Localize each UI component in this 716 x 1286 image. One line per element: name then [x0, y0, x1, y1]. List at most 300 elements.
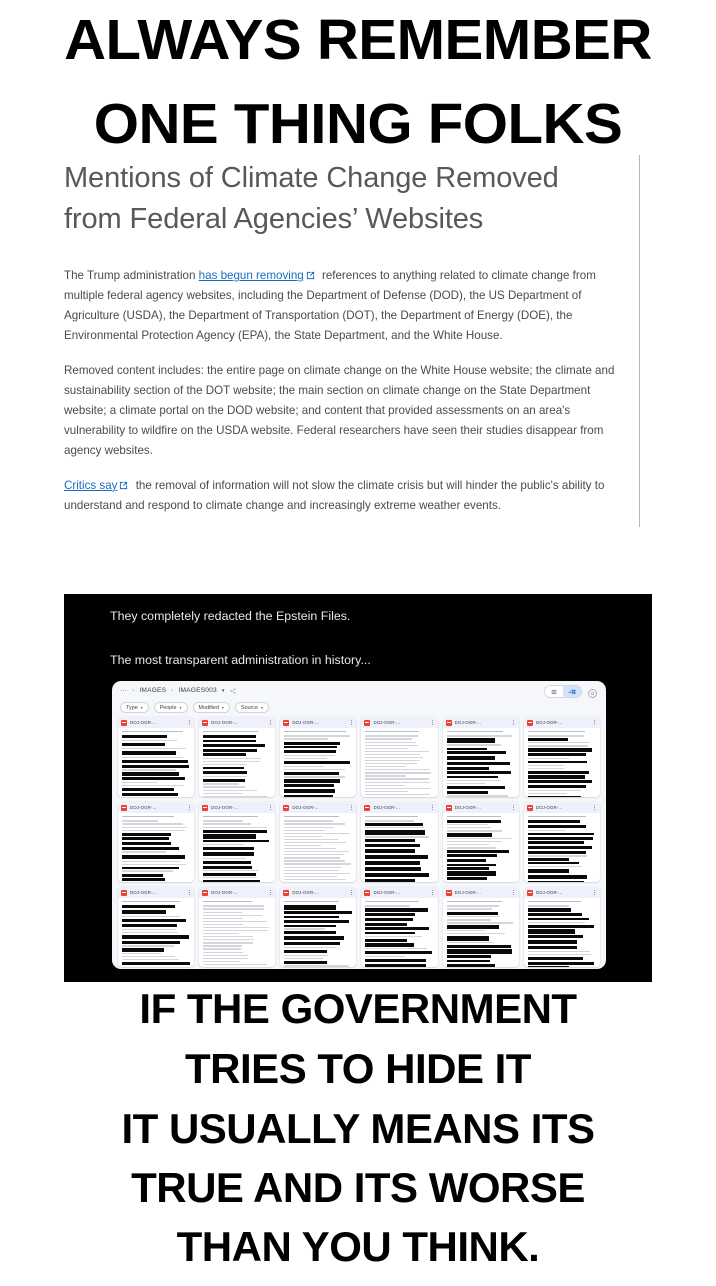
text-line [447, 841, 503, 842]
redaction-bar [365, 918, 413, 921]
document-file-name: DOJ-OGR-... [454, 890, 482, 895]
redaction-bar [528, 753, 586, 756]
redaction-bar [284, 761, 350, 764]
paragraph-3-text-after: the removal of information will not slow the climate crisis but will hinder the public's ability to understand and respond to climate change and increasingly extreme weather events. [64, 478, 605, 512]
text-line [447, 780, 501, 781]
text-line [203, 786, 244, 787]
redaction-bar [122, 777, 185, 780]
document-card[interactable] [361, 717, 437, 797]
file-grid [118, 717, 600, 967]
more-options-icon[interactable] [512, 719, 516, 727]
external-link-icon [306, 271, 315, 280]
document-file-name: DOJ-OGR-... [130, 805, 157, 810]
list-view-icon[interactable] [545, 686, 563, 697]
text-line [203, 964, 267, 965]
document-card-header [118, 802, 194, 813]
text-line [447, 933, 506, 934]
chevron-down-icon: ▾ [179, 705, 182, 710]
redaction-bar [122, 935, 189, 939]
text-line [447, 922, 513, 923]
breadcrumb-item-images003[interactable]: IMAGES003 [178, 687, 217, 694]
text-line [203, 912, 241, 913]
document-card[interactable] [443, 887, 519, 967]
breadcrumb-overflow[interactable]: ··· [120, 687, 128, 694]
more-options-icon[interactable] [593, 804, 597, 812]
text-line [365, 791, 407, 792]
external-link-icon [119, 481, 128, 490]
redaction-bar [528, 929, 576, 933]
pdf-file-icon [446, 890, 452, 896]
redaction-bar [447, 964, 495, 967]
redaction-bar [122, 919, 186, 922]
chevron-down-icon[interactable]: ▾ [221, 687, 225, 694]
text-line [284, 879, 346, 880]
text-line [203, 958, 248, 959]
redaction-bar [122, 924, 177, 927]
more-options-icon[interactable] [349, 719, 353, 727]
document-card-header [443, 802, 519, 813]
pdf-file-icon [202, 720, 208, 726]
document-card[interactable] [361, 802, 437, 882]
more-options-icon[interactable] [268, 804, 272, 812]
text-line [365, 766, 406, 767]
redaction-bar [203, 735, 256, 738]
redaction-bar [528, 881, 584, 882]
view-toggle-segmented-control[interactable] [544, 685, 582, 698]
document-card-header [524, 802, 600, 813]
text-line [203, 905, 263, 906]
pdf-file-icon [121, 805, 127, 811]
redaction-bar [203, 866, 252, 869]
text-line [365, 956, 404, 957]
redaction-bar [284, 784, 334, 787]
bottom-caption-line-2: TRIES TO HIDE IT [185, 1045, 531, 1092]
more-options-icon[interactable] [349, 804, 353, 812]
document-file-name: DOJ-OGR-... [130, 720, 157, 725]
redaction-bar [528, 966, 569, 967]
text-line [284, 867, 342, 868]
text-line [122, 870, 173, 871]
document-card-header [361, 717, 437, 728]
text-line [528, 922, 585, 923]
redaction-bar [284, 905, 335, 909]
text-line [203, 761, 260, 762]
text-line [284, 769, 344, 770]
redaction-bar [122, 855, 185, 859]
pdf-file-icon [121, 890, 127, 896]
top-caption-line-1: ALWAYS REMEMBER [64, 8, 652, 72]
filter-chip-modified-label: Modified [198, 704, 219, 711]
pdf-file-icon [364, 720, 370, 726]
document-card-header [524, 717, 600, 728]
redaction-bar [365, 959, 425, 962]
more-options-icon[interactable] [431, 719, 435, 727]
chevron-down-icon: ▾ [261, 705, 264, 710]
text-line [447, 919, 492, 920]
redaction-bar [365, 823, 423, 825]
text-line [365, 772, 430, 773]
text-line [203, 936, 253, 937]
redaction-bar [447, 748, 487, 750]
document-card-header [443, 717, 519, 728]
text-line [284, 833, 350, 834]
text-line [447, 905, 499, 906]
redaction-bar [122, 878, 165, 881]
redaction-bar [203, 847, 254, 850]
embedded-screenshot-panel [64, 594, 652, 982]
redaction-bar [365, 867, 420, 871]
text-line [122, 929, 176, 930]
redaction-bar [365, 943, 413, 946]
redaction-bar [284, 931, 335, 934]
redaction-bar [447, 912, 498, 915]
document-card-header [118, 887, 194, 898]
redaction-bar [284, 789, 334, 793]
pdf-file-icon [202, 805, 208, 811]
document-thumbnail [443, 813, 519, 882]
document-card-header [361, 887, 437, 898]
text-line [122, 827, 187, 828]
text-line [447, 942, 494, 943]
more-options-icon[interactable] [349, 889, 353, 897]
text-line [365, 785, 404, 786]
filter-chip-people[interactable] [154, 702, 188, 713]
redaction-bar [203, 834, 256, 838]
redaction-bar [284, 911, 352, 914]
document-file-name: DOJ-OGR-... [211, 890, 238, 895]
pdf-file-icon [527, 720, 533, 726]
text-line [365, 794, 429, 795]
document-file-name: DOJ-OGR-... [292, 720, 319, 725]
gear-icon[interactable] [587, 686, 598, 697]
more-options-icon[interactable] [187, 804, 191, 812]
redaction-bar [122, 874, 163, 877]
document-card[interactable] [118, 887, 194, 967]
text-line [284, 766, 324, 767]
redaction-bar [203, 840, 269, 842]
top-caption-line-2: ONE THING FOLKS [93, 92, 623, 156]
redaction-bar [528, 946, 578, 949]
text-line [284, 836, 322, 837]
grid-view-icon[interactable] [563, 686, 581, 697]
redaction-bar [365, 873, 429, 877]
document-card-header [361, 802, 437, 813]
text-line [203, 908, 264, 909]
text-line [284, 854, 344, 855]
document-card[interactable] [199, 717, 275, 797]
document-card[interactable] [361, 887, 437, 967]
text-line [122, 916, 180, 917]
text-line [284, 857, 339, 858]
document-file-name: DOJ-OGR-... [130, 890, 157, 895]
filter-chip-people-label: People [159, 704, 177, 711]
document-thumbnail [524, 728, 600, 797]
redaction-bar [365, 932, 414, 934]
text-line [284, 758, 326, 759]
breadcrumb-item-images[interactable]: IMAGES [139, 687, 167, 694]
text-line [528, 745, 588, 746]
text-line [284, 965, 349, 966]
redaction-bar [528, 862, 580, 864]
redaction-bar [365, 844, 419, 847]
pdf-file-icon [364, 805, 370, 811]
text-line [284, 876, 337, 877]
text-line [447, 735, 512, 736]
redaction-bar [528, 761, 588, 763]
document-card-header [280, 717, 356, 728]
text-line [284, 863, 350, 864]
document-card-header [280, 802, 356, 813]
file-browser-window [112, 681, 606, 969]
redaction-bar [122, 837, 169, 840]
filter-chip-type-label: Type [126, 704, 138, 711]
more-options-icon[interactable] [593, 889, 597, 897]
text-line [203, 930, 267, 931]
redaction-bar [447, 751, 506, 754]
text-line [203, 927, 269, 928]
document-thumbnail [199, 898, 275, 967]
text-line [122, 785, 184, 786]
text-line [365, 782, 429, 783]
redaction-bar [528, 875, 587, 879]
filter-chip-source-label: Source [240, 704, 259, 711]
redaction-bar [447, 925, 500, 928]
document-thumbnail [280, 813, 356, 882]
text-line [365, 745, 417, 746]
document-card[interactable] [199, 887, 275, 967]
redaction-bar [447, 945, 511, 947]
more-options-icon[interactable] [431, 804, 435, 812]
redaction-bar [365, 839, 414, 842]
redaction-bar [284, 746, 336, 748]
text-line [447, 930, 486, 931]
document-file-name: DOJ-OGR-... [373, 805, 400, 810]
text-line [447, 908, 492, 909]
document-thumbnail [280, 898, 356, 967]
redaction-bar [365, 951, 432, 954]
text-line [284, 830, 324, 831]
document-card[interactable] [524, 802, 600, 882]
text-line [203, 790, 257, 791]
document-card[interactable] [524, 717, 600, 797]
text-line [284, 776, 345, 777]
pdf-file-icon [527, 805, 533, 811]
redaction-bar [528, 785, 587, 788]
text-line [365, 748, 407, 749]
redaction-bar [122, 743, 165, 746]
redaction-bar [122, 941, 180, 944]
redaction-bar [365, 855, 427, 859]
page-title: Mentions of Climate Change Removed from Federal Agencies’ Websites [64, 162, 559, 236]
document-card[interactable] [524, 887, 600, 967]
redaction-bar [365, 927, 429, 930]
document-card[interactable] [199, 802, 275, 882]
redaction-bar [284, 750, 336, 753]
text-line [203, 870, 258, 871]
text-line [284, 827, 333, 828]
redaction-bar [122, 910, 166, 914]
redaction-bar [122, 842, 171, 845]
text-line [203, 915, 262, 916]
redaction-bar [203, 880, 260, 882]
document-thumbnail [524, 813, 600, 882]
redaction-bar [447, 771, 511, 774]
text-line [284, 870, 338, 871]
text-line [122, 830, 185, 831]
redaction-bar [528, 775, 586, 778]
redaction-bar [528, 771, 589, 774]
redaction-bar [447, 960, 490, 962]
document-file-name: DOJ-OGR-... [454, 805, 482, 810]
redaction-bar [122, 765, 189, 768]
more-options-icon[interactable] [512, 889, 516, 897]
more-options-icon[interactable] [268, 719, 272, 727]
redaction-bar [284, 961, 327, 964]
text-line [365, 760, 419, 761]
text-line [284, 755, 335, 756]
document-file-name: DOJ-OGR-... [292, 805, 319, 810]
article-paragraph-2: Removed content includes: the entire page on climate change on the White House website; the climate and sustainability section of the DOT website; the main section on climate change on the State Department website; a climate portal on the DOD website; and content that provided assessments on an area's vulnerability to wildfire on the USDA website. Federal researchers have seen their studies disappear from agency websites. [64, 364, 615, 457]
document-card-header [118, 717, 194, 728]
text-line [203, 783, 239, 784]
text-line [365, 905, 410, 906]
redaction-bar [447, 864, 497, 866]
redaction-bar [528, 837, 593, 840]
text-line [284, 955, 328, 956]
redaction-bar [122, 788, 174, 791]
breadcrumb[interactable] [120, 687, 236, 694]
text-line [528, 830, 566, 831]
chevron-down-icon: ▾ [140, 705, 143, 710]
text-line [203, 952, 243, 953]
pdf-file-icon [121, 720, 127, 726]
text-line [284, 928, 325, 929]
filter-chip-modified[interactable] [193, 702, 230, 713]
text-line [203, 758, 261, 759]
redaction-bar [122, 867, 179, 869]
redaction-bar [365, 964, 426, 967]
text-line [528, 866, 582, 867]
text-line [365, 936, 422, 937]
text-line [203, 776, 247, 777]
document-card-header [524, 887, 600, 898]
paragraph-1-text-after: references to anything related to climate change from multiple federal agency websites, including the Department of Defense (DOD), the US Department of Agriculture (USDA), the Department of Transportation (DOT), the Department of Energy (DOE), the Environmental Protection Agency (EPA), the State Department, and the White House. [64, 269, 596, 343]
document-card[interactable] [118, 802, 194, 882]
text-line [447, 844, 490, 845]
redaction-bar [122, 760, 188, 763]
text-line [122, 851, 166, 852]
redaction-bar [447, 791, 488, 794]
redaction-bar [528, 846, 593, 849]
more-options-icon[interactable] [593, 719, 597, 727]
text-line [528, 793, 567, 794]
filter-chip-source[interactable] [235, 702, 269, 713]
redaction-bar [122, 962, 190, 965]
document-thumbnail [118, 728, 194, 797]
text-line [528, 735, 584, 736]
redaction-bar [447, 833, 492, 836]
redaction-bar [203, 753, 246, 756]
text-line [203, 918, 243, 919]
document-thumbnail [199, 728, 275, 797]
redaction-bar [122, 793, 178, 796]
text-line [122, 769, 176, 770]
redaction-bar [528, 962, 594, 965]
document-card-header [199, 717, 275, 728]
more-options-icon[interactable] [268, 889, 272, 897]
redaction-bar [447, 955, 491, 958]
text-line [365, 763, 416, 764]
document-card-header [199, 887, 275, 898]
pdf-file-icon [283, 805, 289, 811]
more-options-icon[interactable] [187, 719, 191, 727]
filter-chip-row [120, 702, 269, 713]
text-line [203, 877, 257, 878]
redaction-bar [122, 751, 176, 755]
document-thumbnail [361, 813, 437, 882]
redaction-bar [447, 949, 512, 953]
more-options-icon[interactable] [187, 889, 191, 897]
text-line [447, 830, 502, 831]
document-card[interactable] [280, 717, 356, 797]
text-line [203, 823, 251, 824]
redaction-bar [365, 879, 414, 882]
redaction-bar [447, 738, 496, 742]
filter-chip-type[interactable] [120, 702, 149, 713]
text-line [203, 924, 243, 925]
text-line [203, 793, 241, 794]
text-line [447, 795, 509, 796]
document-card[interactable] [280, 802, 356, 882]
redaction-bar [528, 841, 584, 844]
document-card[interactable] [443, 802, 519, 882]
document-card-header [443, 887, 519, 898]
document-thumbnail [280, 728, 356, 797]
text-line [447, 827, 491, 828]
document-file-name: DOJ-OGR-... [535, 890, 563, 895]
bottom-caption-line-1: IF THE GOVERNMENT [139, 985, 577, 1032]
text-line [203, 764, 247, 765]
document-card[interactable] [280, 887, 356, 967]
redaction-bar [528, 796, 581, 797]
critics-say-link[interactable]: Critics say [64, 478, 118, 492]
redaction-bar [203, 861, 251, 864]
redaction-bar [203, 744, 264, 747]
pdf-file-icon [283, 890, 289, 896]
document-card[interactable] [118, 717, 194, 797]
redaction-bar [284, 920, 349, 923]
has-begun-removing-link[interactable]: has begun removing [198, 269, 304, 283]
redaction-bar [447, 850, 509, 852]
more-options-icon[interactable] [431, 889, 435, 897]
share-icon[interactable] [230, 688, 236, 694]
text-line [284, 873, 350, 874]
redaction-bar [447, 936, 490, 940]
redaction-bar [284, 916, 339, 918]
document-card[interactable] [443, 717, 519, 797]
redaction-bar [528, 957, 583, 960]
text-line [284, 848, 336, 849]
more-options-icon[interactable] [512, 804, 516, 812]
document-file-name: DOJ-OGR-... [373, 720, 400, 725]
document-card-header [280, 887, 356, 898]
text-line [284, 839, 338, 840]
text-line [122, 820, 158, 821]
redaction-bar [284, 772, 339, 775]
text-line [365, 820, 414, 821]
redaction-bar [122, 948, 164, 951]
redaction-bar [528, 935, 584, 938]
